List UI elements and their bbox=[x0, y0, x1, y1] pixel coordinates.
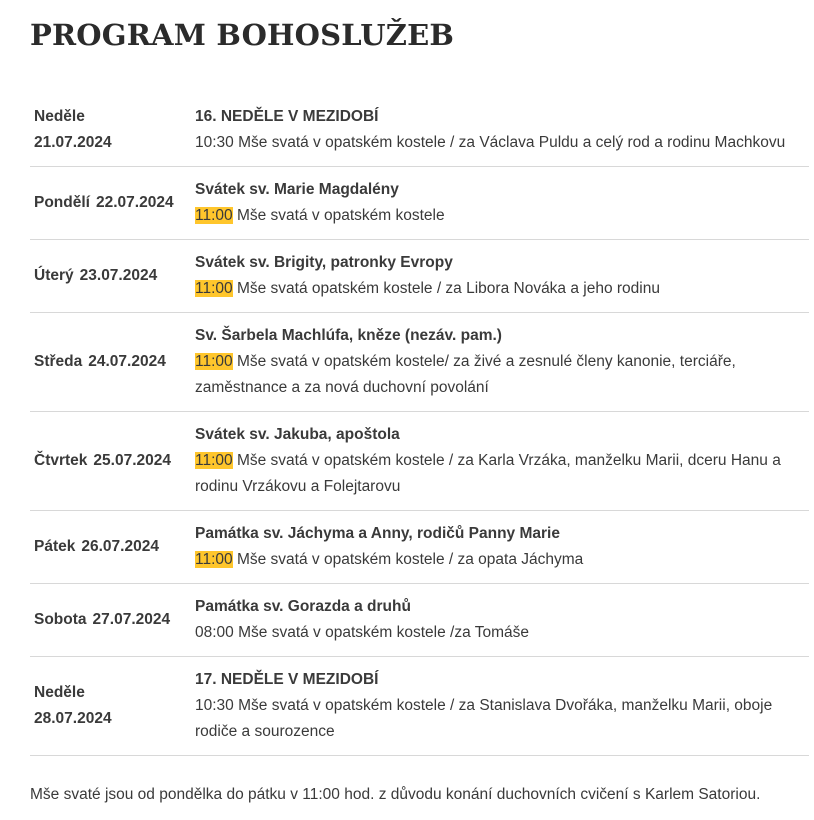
schedule-row bbox=[30, 656, 809, 755]
day-cell bbox=[30, 94, 191, 166]
day-date: 24.07.2024 bbox=[88, 352, 166, 370]
schedule-row bbox=[30, 239, 809, 312]
day-cell bbox=[30, 656, 191, 755]
mass-description: Mše svatá opatském kostele / za Libora Nováka a jeho rodinu bbox=[236, 279, 660, 297]
schedule-table bbox=[30, 94, 809, 756]
mass-description: Mše svatá v opatském kostele /za Tomáše bbox=[238, 623, 530, 641]
feast-title: Památka sv. Jáchyma a Anny, rodičů Panny Marie bbox=[195, 524, 560, 542]
mass-description: Mše svatá v opatském kostele / za Stanislava Dvořáka, manželku Marii, oboje rodiče a sourozence bbox=[195, 696, 773, 740]
mass-description: Mše svatá v opatském kostele / za Václava Puldu a celý rod a rodinu Machkovu bbox=[238, 133, 786, 151]
day-name: Pátek bbox=[34, 537, 76, 555]
page-title: PROGRAM BOHOSLUŽEB bbox=[30, 18, 455, 52]
schedule-row bbox=[30, 94, 809, 166]
day-date: 28.07.2024 bbox=[34, 709, 112, 727]
mass-description: Mše svatá v opatském kostele bbox=[236, 206, 445, 224]
day-name: Neděle bbox=[34, 683, 85, 701]
info-cell bbox=[191, 583, 809, 656]
schedule-row bbox=[30, 510, 809, 583]
info-cell bbox=[191, 312, 809, 411]
mass-time: 11:00 bbox=[195, 352, 233, 370]
day-cell bbox=[30, 166, 191, 239]
mass-line bbox=[195, 276, 809, 302]
day-name: Středa bbox=[34, 352, 83, 370]
info-cell bbox=[191, 94, 809, 166]
info-cell bbox=[191, 510, 809, 583]
day-name: Pondělí bbox=[34, 193, 90, 211]
mass-description: Mše svatá v opatském kostele / za opata Jáchyma bbox=[236, 550, 584, 568]
day-date: 23.07.2024 bbox=[79, 266, 158, 284]
day-cell bbox=[30, 411, 191, 510]
info-cell bbox=[191, 239, 809, 312]
mass-time: 11:00 bbox=[195, 206, 233, 224]
feast-title: Památka sv. Gorazda a druhů bbox=[195, 597, 411, 615]
mass-time: 11:00 bbox=[195, 550, 233, 568]
schedule-note: Mše svaté jsou od pondělka do pátku v 11:00 hod. z důvodu konání duchovních cvičení s Karlem Satoriou. bbox=[30, 786, 761, 803]
schedule-row bbox=[30, 583, 809, 656]
day-name: Sobota bbox=[34, 610, 87, 628]
info-cell bbox=[191, 166, 809, 239]
mass-time: 08:00 bbox=[195, 623, 234, 641]
info-cell bbox=[191, 656, 809, 755]
feast-title: Svátek sv. Jakuba, apoštola bbox=[195, 425, 400, 443]
mass-line bbox=[195, 448, 809, 500]
day-name: Úterý bbox=[34, 266, 74, 284]
day-cell bbox=[30, 583, 191, 656]
day-date: 21.07.2024 bbox=[34, 133, 112, 151]
mass-description: Mše svatá v opatském kostele / za Karla Vrzáka, manželku Marii, dceru Hanu a rodinu Vrzákovu a Folejtarovu bbox=[195, 451, 781, 495]
feast-title: Sv. Šarbela Machlúfa, kněze (nezáv. pam.) bbox=[195, 326, 502, 344]
day-date: 22.07.2024 bbox=[95, 193, 174, 211]
day-date: 26.07.2024 bbox=[81, 537, 159, 555]
info-cell bbox=[191, 411, 809, 510]
feast-title: Svátek sv. Brigity, patronky Evropy bbox=[195, 253, 453, 271]
mass-time: 10:30 bbox=[195, 696, 234, 714]
day-cell bbox=[30, 312, 191, 411]
day-cell bbox=[30, 510, 191, 583]
day-date: 27.07.2024 bbox=[92, 610, 171, 628]
feast-title: 17. NEDĚLE V MEZIDOBÍ bbox=[195, 670, 379, 688]
feast-title: Svátek sv. Marie Magdalény bbox=[195, 180, 399, 198]
mass-line bbox=[195, 130, 809, 156]
mass-time: 10:30 bbox=[195, 133, 234, 151]
mass-time: 11:00 bbox=[195, 279, 233, 297]
day-name: Čtvrtek bbox=[34, 451, 88, 469]
day-cell bbox=[30, 239, 191, 312]
mass-line bbox=[195, 547, 809, 573]
feast-title: 16. NEDĚLE V MEZIDOBÍ bbox=[195, 107, 379, 125]
schedule-row bbox=[30, 166, 809, 239]
schedule-row bbox=[30, 411, 809, 510]
mass-description: Mše svatá v opatském kostele/ za živé a zesnulé členy kanonie, terciáře, zaměstnance a za nová duchovní povolání bbox=[195, 352, 736, 396]
mass-time: 11:00 bbox=[195, 451, 233, 469]
mass-line bbox=[195, 693, 809, 745]
mass-line bbox=[195, 620, 809, 646]
schedule-row bbox=[30, 312, 809, 411]
day-name: Neděle bbox=[34, 107, 85, 125]
mass-line bbox=[195, 203, 809, 229]
mass-line bbox=[195, 349, 809, 401]
day-date: 25.07.2024 bbox=[93, 451, 171, 469]
